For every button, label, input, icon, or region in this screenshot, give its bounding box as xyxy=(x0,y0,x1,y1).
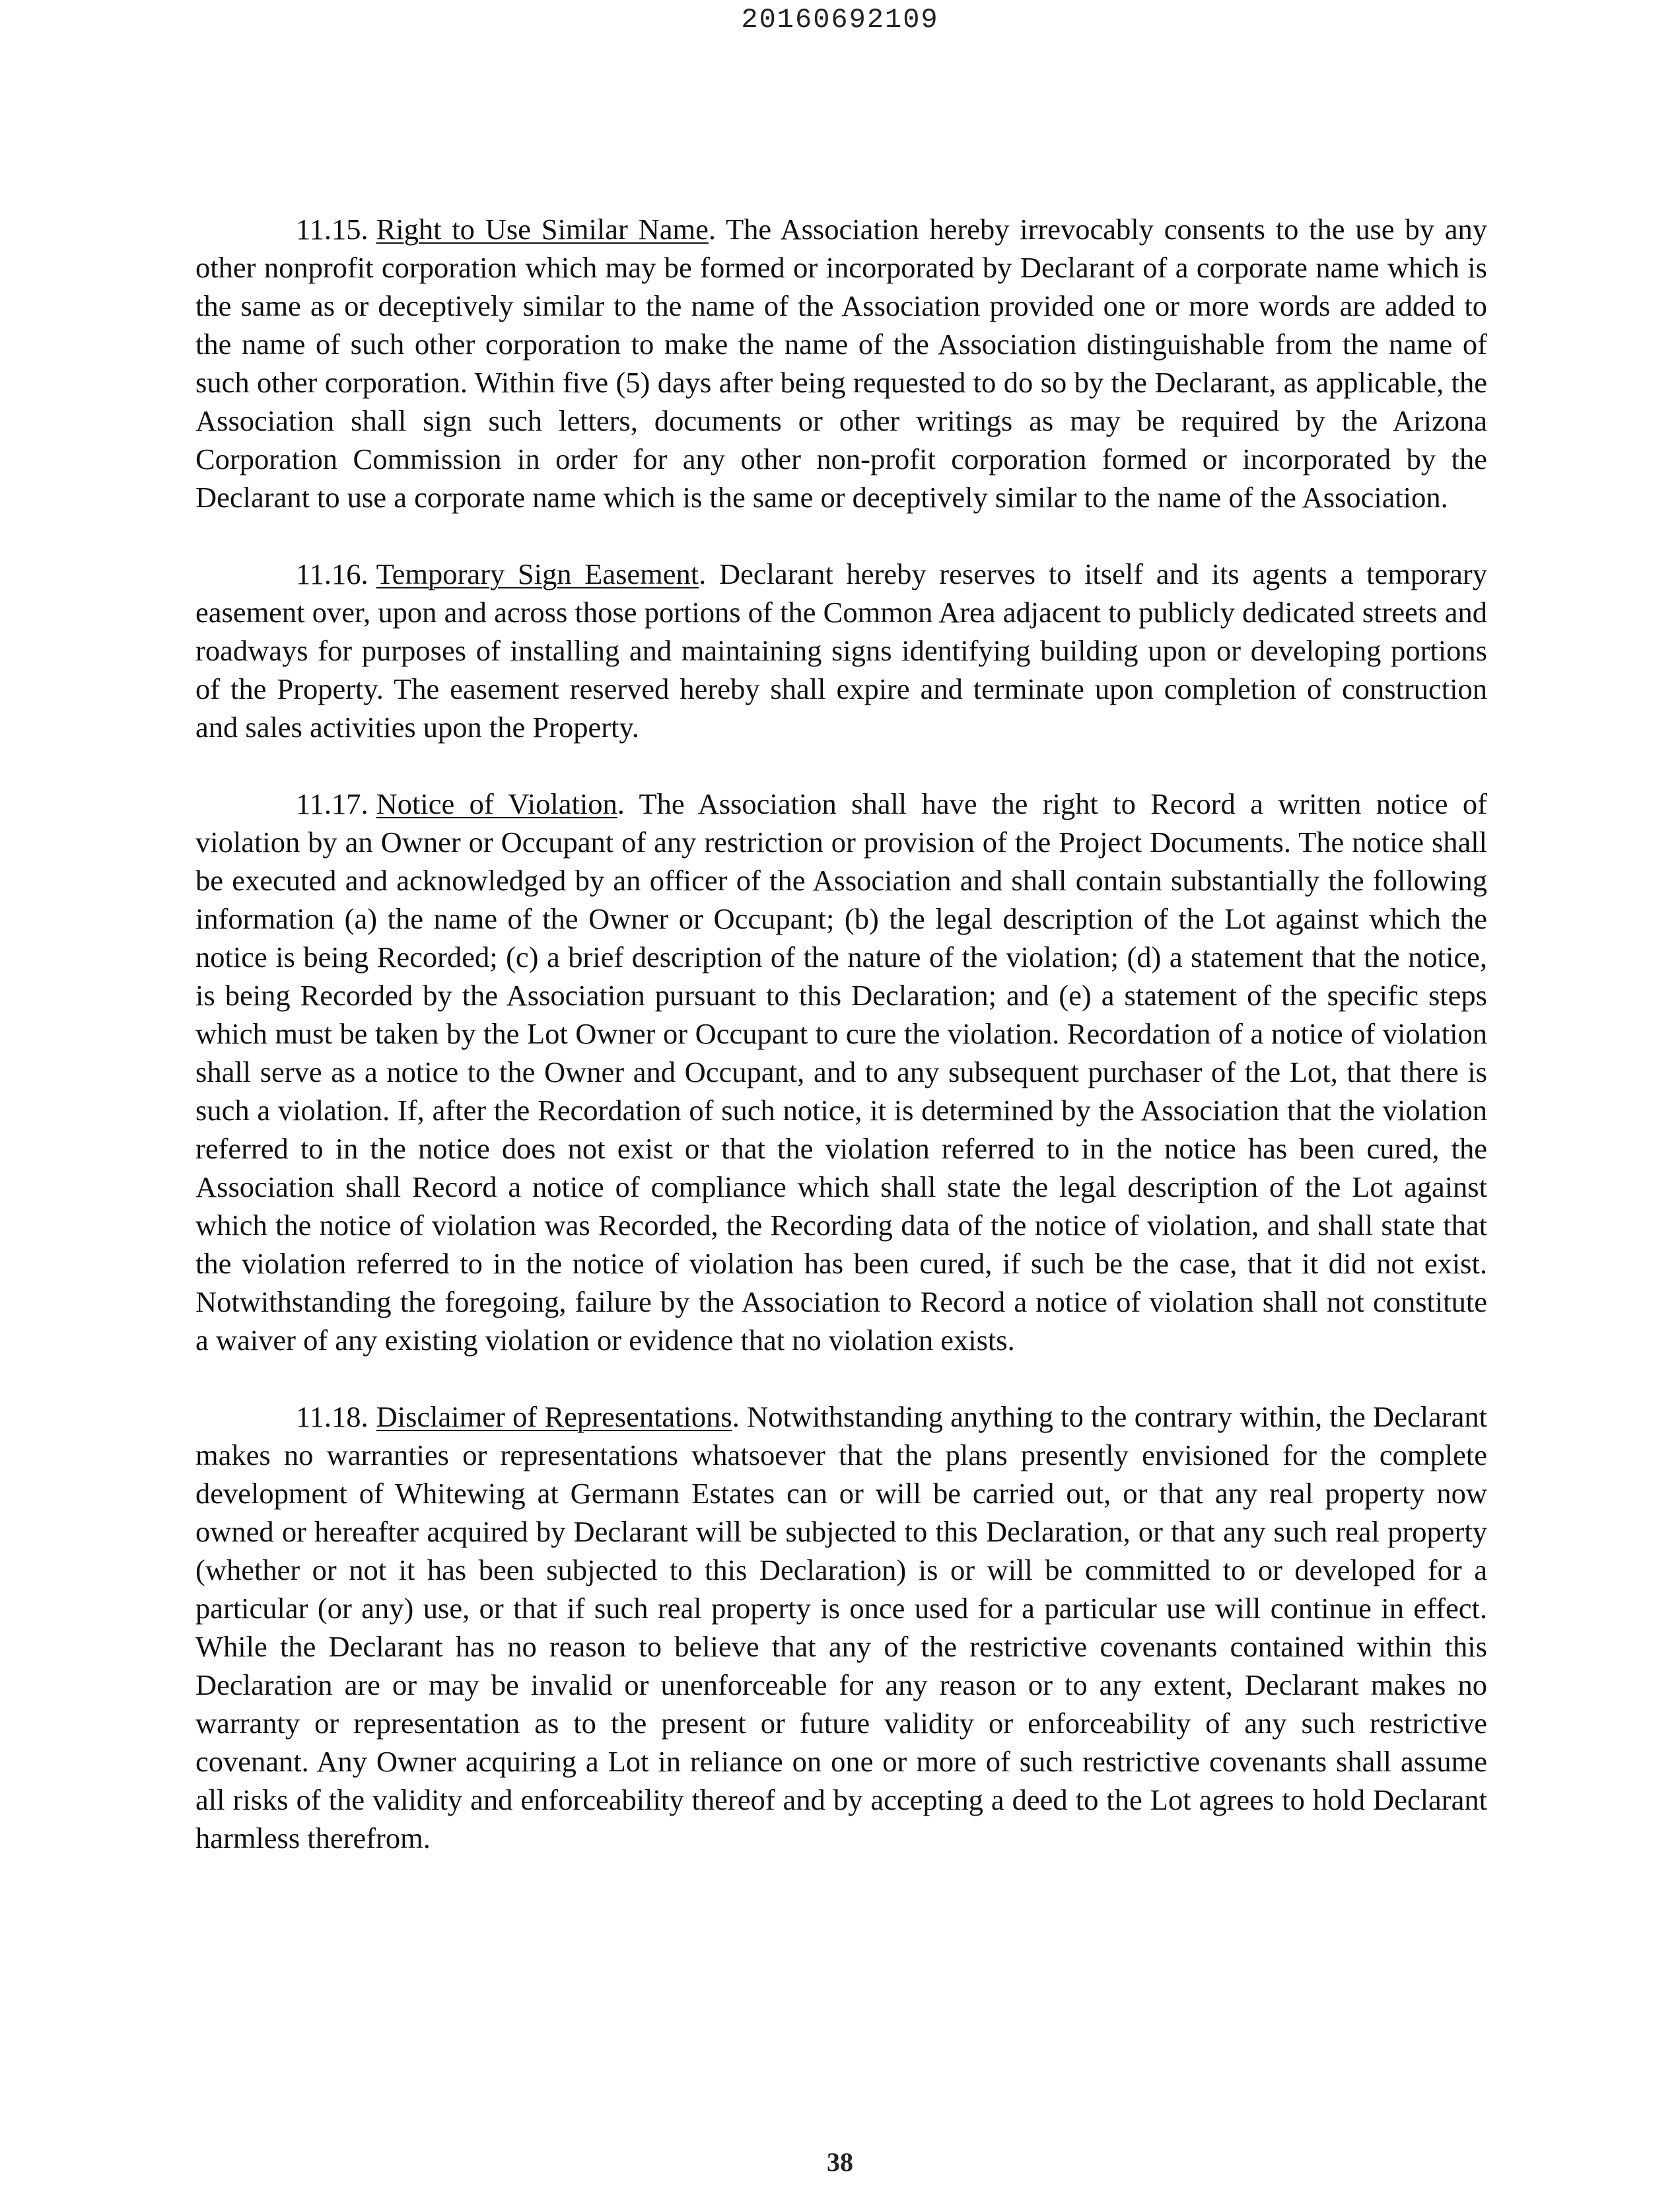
section-11-17 xyxy=(195,785,1487,1359)
section-heading: Notice of Violation xyxy=(376,787,617,820)
section-11-16 xyxy=(195,555,1487,746)
section-body: . Notwithstanding anything to the contrary within, the Declarant makes no warranties or representations whatsoever that the plans presently envisioned for the complete development of Whitewing at Germann Estates can or will be carried out, or that any real property now owned or hereafter acquired by Declarant will be subjected to this Declaration, or that any such real property (whether or not it has been subjected to this Declaration) is or will be committed to or developed for a particular (or any) use, or that if such real property is once used for a particular use will continue in effect. While the Declarant has no reason to believe that any of the restrictive covenants contained within this Declaration are or may be invalid or unenforceable for any reason or to any extent, Declarant makes no warranty or representation as to the present or future validity or enforceability of any such restrictive covenant. Any Owner acquiring a Lot in reliance on one or more of such restrictive covenants shall assume all risks of the validity and enforceability thereof and by accepting a deed to the Lot agrees to hold Declarant harmless therefrom. xyxy=(195,1400,1487,1855)
recording-number: 20160692109 xyxy=(741,4,939,36)
section-number: 11.18. xyxy=(296,1400,368,1433)
section-11-18 xyxy=(195,1398,1487,1857)
document-body xyxy=(195,210,1487,1896)
page-number: 38 xyxy=(827,2147,853,2177)
section-heading: Temporary Sign Easement xyxy=(376,557,699,590)
section-heading: Disclaimer of Representations xyxy=(376,1400,732,1433)
section-number: 11.16. xyxy=(296,557,368,590)
section-body: . Declarant hereby reserves to itself and its agents a temporary easement over, upon and across those portions of the Common Area adjacent to publicly dedicated streets and roadways for purposes of installing and maintaining signs identifying building upon or developing portions of the Property. The easement reserved hereby shall expire and terminate upon completion of construction and sales activities upon the Property. xyxy=(195,557,1487,744)
section-body: . The Association shall have the right to Record a written notice of violation by an Owner or Occupant of any restriction or provision of the Project Documents. The notice shall be executed and acknowledged by an officer of the Association and shall contain substantially the following information (a) the name of the Owner or Occupant; (b) the legal description of the Lot against which the notice is being Recorded; (c) a brief description of the nature of the violation; (d) a statement that the notice, is being Recorded by the Association pursuant to this Declaration; and (e) a statement of the specific steps which must be taken by the Lot Owner or Occupant to cure the violation. Recordation of a notice of violation shall serve as a notice to the Owner and Occupant, and to any subsequent purchaser of the Lot, that there is such a violation. If, after the Recordation of such notice, it is determined by the Association that the violation referred to in the notice does not exist or that the violation referred to in the notice has been cured, the Association shall Record a notice of compliance which shall state the legal description of the Lot against which the notice of violation was Recorded, the Recording data of the notice of violation, and shall state that the violation referred to in the notice of violation has been cured, if such be the case, that it did not exist. Notwithstanding the foregoing, failure by the Association to Record a notice of violation shall not constitute a waiver of any existing violation or evidence that no violation exists. xyxy=(195,787,1487,1357)
section-heading: Right to Use Similar Name xyxy=(376,213,709,246)
section-number: 11.17. xyxy=(296,787,368,820)
section-11-15 xyxy=(195,210,1487,516)
section-body: . The Association hereby irrevocably consents to the use by any other nonprofit corporation which may be formed or incorporated by Declarant of a corporate name which is the same as or deceptively similar to the name of the Association provided one or more words are added to the name of such other corporation to make the name of the Association distinguishable from the name of such other corporation. Within five (5) days after being requested to do so by the Declarant, as applicable, the Association shall sign such letters, documents or other writings as may be required by the Arizona Corporation Commission in order for any other non-profit corporation formed or incorporated by the Declarant to use a corporate name which is the same or deceptively similar to the name of the Association. xyxy=(195,213,1487,514)
section-number: 11.15. xyxy=(296,213,368,246)
